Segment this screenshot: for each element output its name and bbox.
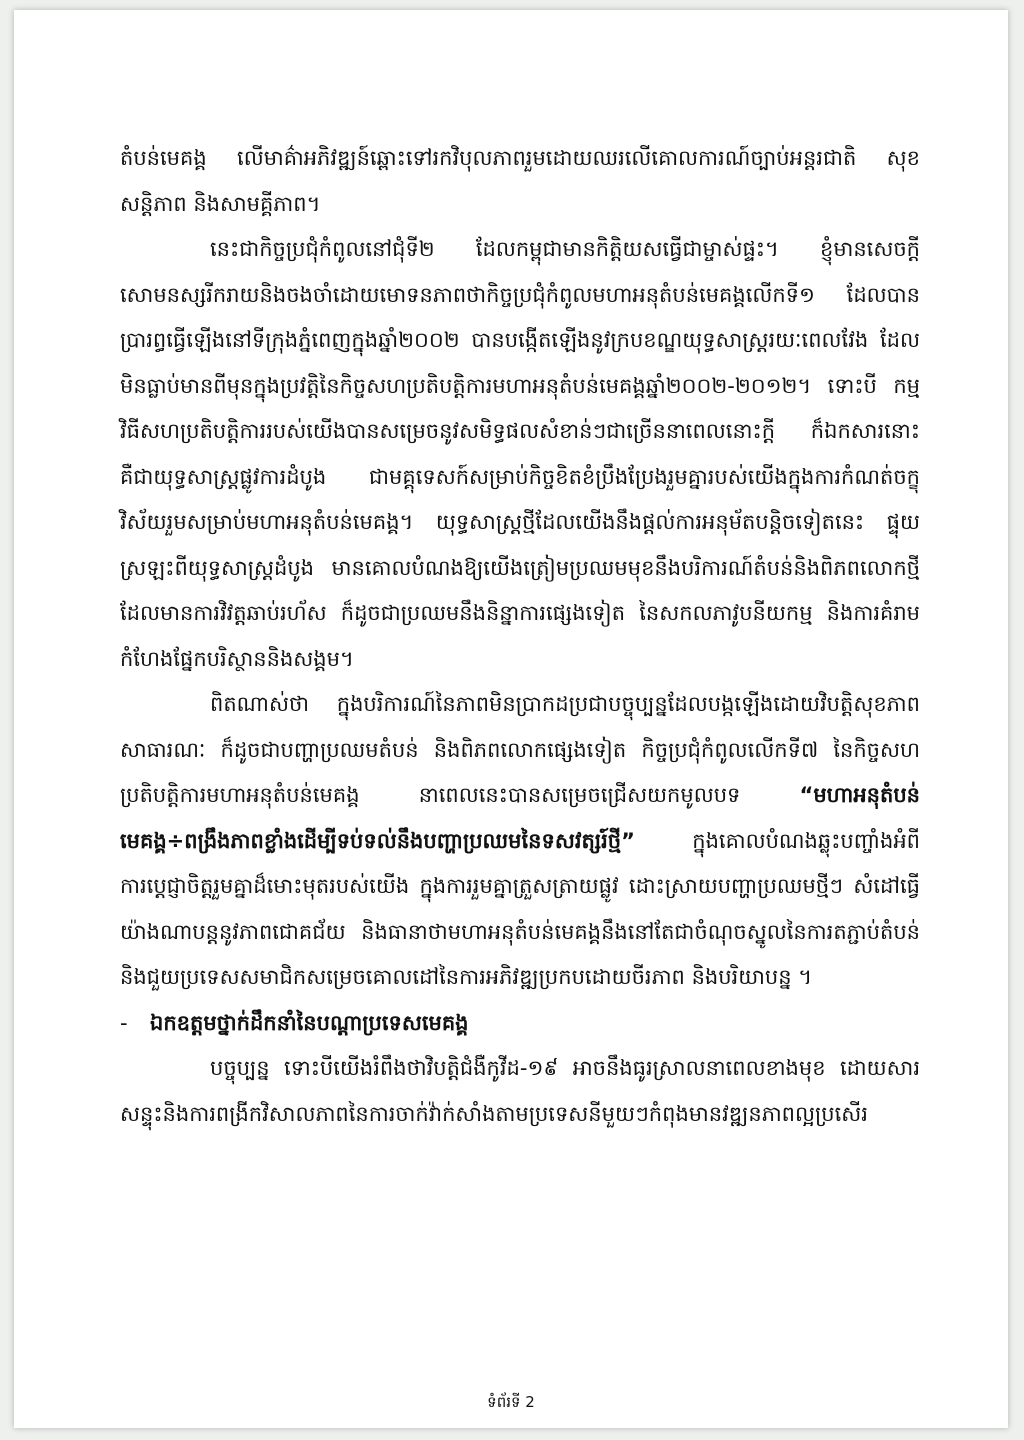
bullet-dash: -	[120, 1010, 128, 1035]
paragraph-3-start: ពិតណាស់ថា ក្នុងបរិការណ៍នៃភាពមិនប្រាកដប្រជាបច្ចុប្បន្នដែលបង្កឡើងដោយវិបត្តិសុខភាពសាធារណៈ ក៏ដូចជាបញ្ហាប្រឈមតំបន់ និងពិភពលោកផ្សេងទៀត កិច្ចប្រជុំកំពូលលើកទី៧ នៃកិច្ចសហប្រតិបត្តិការមហាអនុតំបន់មេគង្គ នាពេលនេះបានសម្រេចជ្រើសយកមូលបទ	[120, 692, 920, 807]
page-number: ទំព័រទី 2	[487, 1393, 535, 1411]
paragraph-4: បច្ចុប្បន្ន ទោះបីយើងរំពឹងថាវិបត្តិជំងឺកូវីដ-១៩ អាចនឹងធូរស្រាលនាពេលខាងមុខ ដោយសារសន្ទុះនិងការពង្រីកវិសាលភាពនៃការចាក់វ៉ាក់សាំងតាមប្រទេសនីមួយៗកំពុងមានវឌ្ឍនភាពល្អប្រសើរ	[120, 1056, 920, 1126]
paragraph-2: នេះជាកិច្ចប្រជុំកំពូលនៅជុំទី២ ដែលកម្ពុជាមានកិត្តិយសធ្វើជាម្ចាស់ផ្ទះ។ ខ្ញុំមានសេចក្តីសោមនស្សរីករាយនិងចងចាំដោយមោទនភាពថាកិច្ចប្រជុំកំពូលមហាអនុតំបន់មេគង្គលើកទី១ ដែលបានប្រារព្ធធ្វើឡើងនៅទីក្រុងភ្នំពេញក្នុងឆ្នាំ២០០២ បានបង្កើតឡើងនូវក្របខណ្ឌយុទ្ធសាស្ត្ររយៈពេលវែង ដែលមិនធ្លាប់មានពីមុនក្នុងប្រវត្តិនៃកិច្ចសហប្រតិបត្តិការមហាអនុតំបន់មេគង្គឆ្នាំ២០០២-២០១២។ ទោះបី កម្មវិធីសហប្រតិបត្តិការរបស់យើងបានសម្រេចនូវសមិទ្ធផលសំខាន់ៗជាច្រើននាពេលនោះក្តី ក៏ឯកសារនោះគឺជាយុទ្ធសាស្ត្រផ្លូវការដំបូង ជាមគ្គុទេសក៍សម្រាប់កិច្ចខិតខំប្រឹងប្រែងរួមគ្នារបស់យើងក្នុងការកំណត់ចក្ខុវិស័យរួមសម្រាប់មហាអនុតំបន់មេគង្គ។ យុទ្ធសាស្ត្រថ្មីដែលយើងនឹងផ្តល់ការអនុម័តបន្តិចទៀតនេះ ផ្ទុយស្រឡះពីយុទ្ធសាស្ត្រដំបូង មានគោលបំណងឱ្យយើងត្រៀមប្រឈមមុខនឹងបរិការណ៍តំបន់និងពិភពលោកថ្មី ដែលមានការវិវត្តឆាប់រហ័ស ក៏ដូចជាប្រឈមនឹងនិន្នាការផ្សេងទៀត នៃសកលភាវូបនីយកម្ម និងការគំរាមកំហែងផ្នែកបរិស្ថាននិងសង្គម។	[120, 237, 920, 671]
paragraph-3	[120, 682, 920, 1001]
summit-theme: “មហាអនុតំបន់មេគង្គ÷ពង្រឹងភាពខ្លាំងដើម្បីទប់ទល់នឹងបញ្ហាប្រឈមនៃទសវត្សរ៍ថ្មី”	[120, 783, 920, 853]
document-page	[14, 10, 1008, 1428]
section-heading	[120, 1001, 920, 1047]
paragraph-3-end: ក្នុងគោលបំណងឆ្លុះបញ្ចាំងអំពីការប្តេជ្ញាចិត្តរួមគ្នាដ៏មោះមុតរបស់យើង ក្នុងការរួមគ្នាត្រួសត្រាយផ្លូវ ដោះស្រាយបញ្ហាប្រឈមថ្មីៗ សំដៅធ្វើយ៉ាងណាបន្តនូវភាពជោគជ័យ និងធានាថាមហាអនុតំបន់មេគង្គនឹងនៅតែជាចំណុចស្នូលនៃការតភ្ជាប់តំបន់ និងជួយប្រទេសសមាជិកសម្រេចគោលដៅនៃការអភិវឌ្ឍប្រកបដោយចីរភាព និងបរិយាបន្ន ។	[120, 828, 920, 989]
paragraph-1: តំបន់មេគង្គ លើមាគ៌ាអភិវឌ្ឍន៍ឆ្ពោះទៅរកវិបុលភាពរួមដោយឈរលើគោលការណ៍ច្បាប់អន្តរជាតិ សុខសន្តិភាព និងសាមគ្គីភាព។	[120, 146, 920, 216]
document-body	[120, 136, 920, 1137]
heading-text: ឯកឧត្តមថ្នាក់ដឹកនាំនៃបណ្តាប្រទេសមេគង្គ	[150, 1010, 469, 1035]
